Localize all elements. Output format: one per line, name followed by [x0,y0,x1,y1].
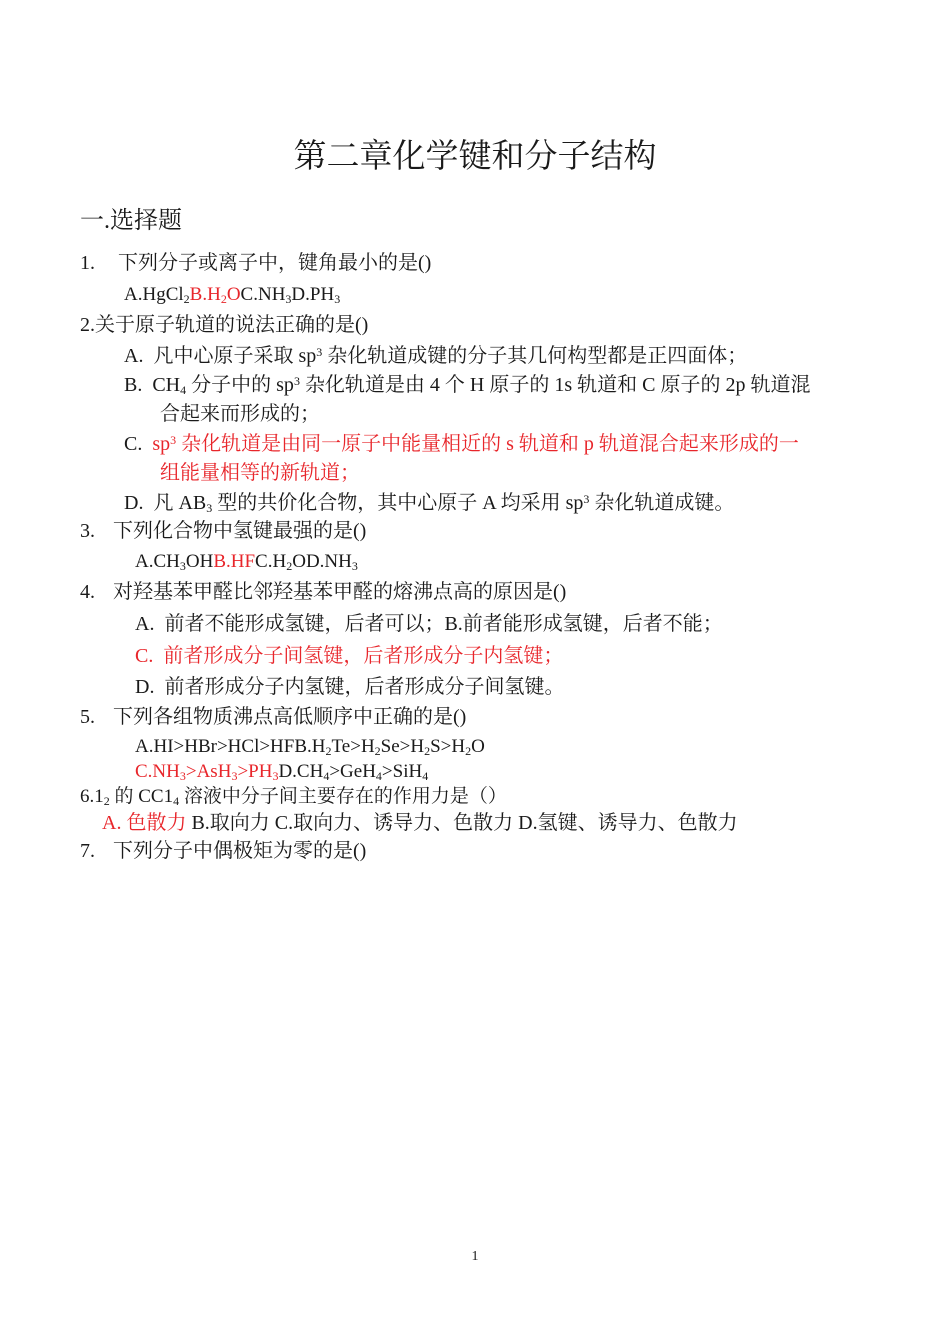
option-a-answer: A. 色散力 [102,812,187,834]
option-c-answer: $C.NH_3>AsH_3>PH_3$ [135,761,279,783]
question-4-option-d: D. 前者形成分子内氢键，后者形成分子间氢键。 [135,676,565,698]
question-6-options [102,810,738,836]
option-a: A.HgCl$_2$ [124,284,190,306]
option-bcd: B.取向力 C.取向力、诱导力、色散力 D.氢键、诱导力、色散力 [186,812,738,834]
page-number: 1 [471,1249,479,1264]
question-1-options [124,282,340,308]
question-4-option-ab: A. 前者不能形成氢键，后者可以；B.前者能形成氢键，后者不能； [135,613,723,635]
option-d: $D.PH_3$ [291,284,341,306]
option-b: $B.H_2Te>H_2Se>H_2S>H_2O$ [294,736,485,758]
question-2-option-a: A. 凡中心原子采取 $sp^3$ 杂化轨道成键的分子其几何构型都是正四面体； [124,345,748,367]
section-heading: 一.选择题 [80,208,182,234]
question-2: 2.关于原子轨道的说法正确的是() [80,314,369,336]
question-4: 4. 对羟基苯甲醛比邻羟基苯甲醛的熔沸点高的原因是() [80,581,567,603]
question-3-options [135,549,358,575]
question-4-option-c-answer: C. 前者形成分子间氢键，后者形成分子内氢键； [135,645,564,667]
option-d: $D.CH_4>GeH_4>SiH_4$ [278,761,429,783]
question-2-option-b: B. $CH_4$ 分子中的 $sp^3$ 杂化轨道是由 4 个 H 原子的 1s 轨道和 C 原子的 2p 轨道混 [124,374,811,397]
question-text: 下列分子或离子中，键角最小的是() [118,252,432,274]
question-6: $6.1_2$ 的 $CC1_4$ 溶液中分子间主要存在的作用力是（） [80,786,507,808]
option-b-answer: B.HF [213,551,256,572]
question-2-option-c-answer: C. $sp^3$ 杂化轨道是由同一原子中能量相近的 s 轨道和 p 轨道混合起来形成的一 [124,433,799,455]
option-c: $C.NH_3$ [240,284,292,306]
question-5-options-cd [135,759,428,785]
question-1 [80,250,431,276]
question-2-option-c-cont: 组能量相等的新轨道； [160,462,360,484]
question-2-option-b-cont: 合起来而形成的； [160,403,320,425]
option-b-answer: $B.H_2O$ [189,284,241,306]
question-number: 1. [80,252,95,274]
option-d: $D.NH_3$ [305,551,358,573]
page-title: 第二章化学键和分子结构 [293,139,657,175]
question-2-option-d: D. 凡 $AB_3$ 型的共价化合物，其中心原子 A 均采用 $sp^3$ 杂化轨道成键。 [124,492,735,515]
question-5-options-ab [135,734,485,760]
question-5: 5. 下列各组物质沸点高低顺序中正确的是() [80,706,467,728]
option-a: A.HI>HBr>HCl>HF [135,736,295,757]
option-c: $C.H_2O$ [255,551,306,573]
option-a: $A.CH_3OH$ [135,551,214,573]
question-7: 7. 下列分子中偶极矩为零的是() [80,840,367,862]
question-3: 3. 下列化合物中氢键最强的是() [80,520,367,542]
